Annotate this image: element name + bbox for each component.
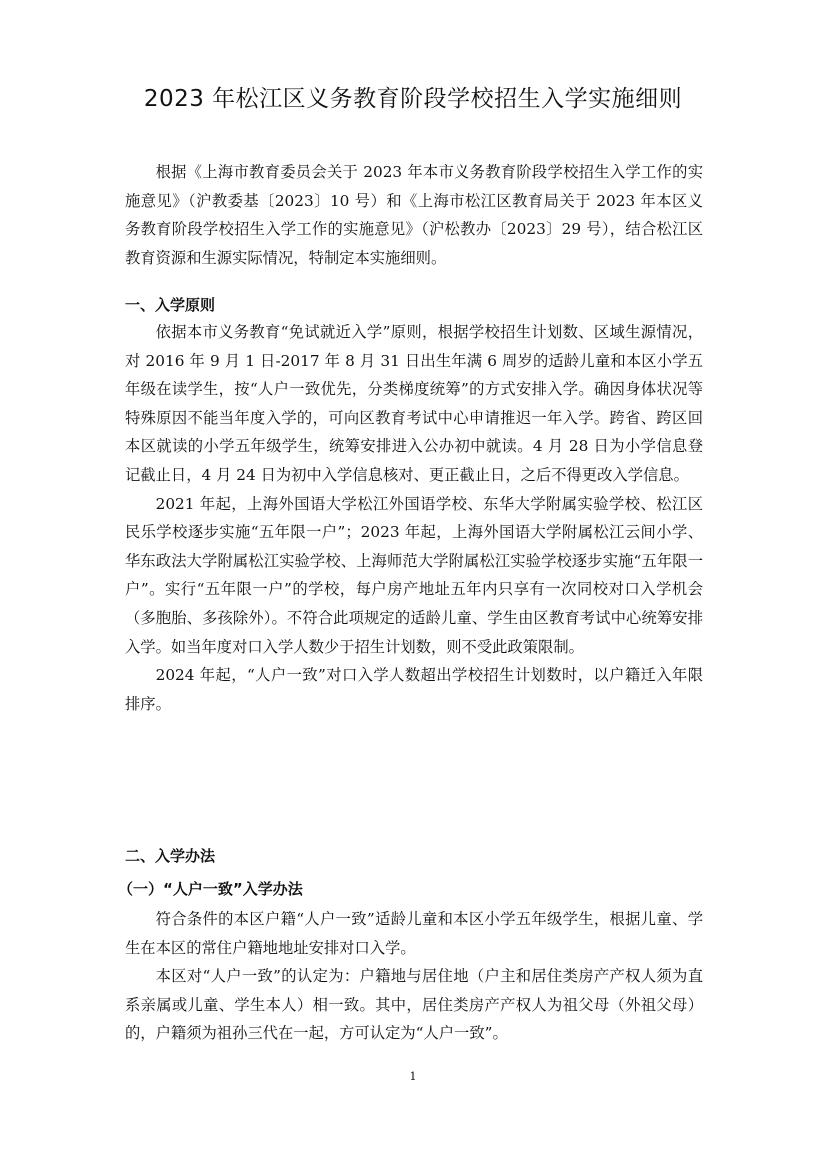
section2-paragraph: 本区对“人户一致”的认定为：户籍地与居住地（户主和居住类房产产权人须为直系亲属或儿童、学生本人）相一致。其中，居住类房产产权人为祖父母（外祖父母）的，户籍须为祖孙三代在一起，方可认定为“人户一致”。 bbox=[125, 967, 703, 1043]
section2-body bbox=[125, 905, 703, 1048]
intro-paragraph: 根据《上海市教育委员会关于 2023 年本市义务教育阶段学校招生入学工作的实施意见》（沪教委基〔2023〕10 号）和《上海市松江区教育局关于 2023 年本区义务教育阶段学校招生入学工作的实施意见》（沪松教办〔2023〕29 号），结合松江区教育资源和生源实际情况，特制定本实施细则。 bbox=[125, 163, 703, 267]
section1-body bbox=[125, 318, 703, 718]
intro-block bbox=[125, 158, 703, 272]
section1-paragraph: 2024 年起，“人户一致”对口入学人数超出学校招生计划数时，以户籍迁入年限排序。 bbox=[125, 666, 703, 713]
section-heading-admission-methods: 二、入学办法 bbox=[125, 847, 216, 865]
section1-paragraph: 依据本市义务教育“免试就近入学”原则，根据学校招生计划数、区域生源情况，对 2016 年 9 月 1 日-2017 年 8 月 31 日出生年满 6 周岁的适龄儿童和本区小学五年级在读学生，按“人户一致优先，分类梯度统筹”的方式安排入学。确因身体状况等特殊原因不能当年度入学的，可向区教育考试中心申请推迟一年入学。跨省、跨区回本区就读的小学五年级学生，统筹安排进入公办初中就读。4 月 28 日为小学信息登记截止日，4 月 24 日为初中入学信息核对、更正截止日，之后不得更改入学信息。 bbox=[125, 323, 703, 484]
subsection-heading-household-consistent: （一）“人户一致”入学办法 bbox=[118, 880, 303, 898]
section2-paragraph: 符合条件的本区户籍“人户一致”适龄儿童和本区小学五年级学生，根据儿童、学生在本区的常住户籍地地址安排对口入学。 bbox=[125, 910, 703, 957]
section1-paragraph: 2021 年起，上海外国语大学松江外国语学校、东华大学附属实验学校、松江区民乐学校逐步实施“五年限一户”；2023 年起，上海外国语大学附属松江云间小学、华东政法大学附属松江实验学校、上海师范大学附属松江实验学校逐步实施“五年限一户”。实行“五年限一户”的学校，每户房产地址五年内只享有一次同校对口入学机会（多胞胎、多孩除外）。不符合此项规定的适龄儿童、学生由区教育考试中心统筹安排入学。如当年度对口入学人数少于招生计划数，则不受此政策限制。 bbox=[125, 494, 703, 656]
document-title: 2023 年松江区义务教育阶段学校招生入学实施细则 bbox=[143, 86, 683, 112]
page-number: 1 bbox=[409, 1070, 417, 1083]
section-heading-admission-principles: 一、入学原则 bbox=[125, 296, 216, 314]
